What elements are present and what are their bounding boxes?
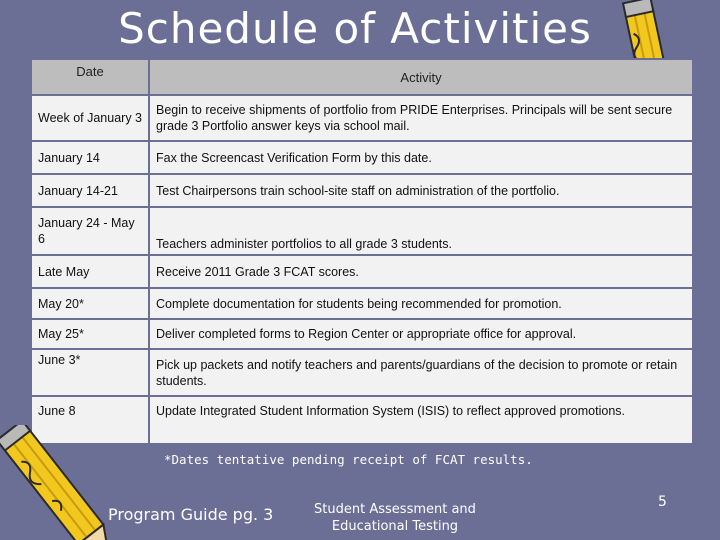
activity-cell: Pick up packets and notify teachers and parents/guardians of the decision to promote or retain students. (149, 349, 693, 396)
department-line-2: Educational Testing (331, 519, 459, 534)
page-title: Schedule of Activities (118, 4, 592, 53)
table-row (31, 141, 693, 174)
table-row (31, 255, 693, 288)
activity-cell: Complete documentation for students being recommended for promotion. (149, 288, 693, 319)
footnote: *Dates tentative pending receipt of FCAT results. (164, 452, 533, 467)
page-number: 5 (658, 494, 667, 510)
table-row (31, 319, 693, 349)
activity-cell: Deliver completed forms to Region Center or appropriate office for approval. (149, 319, 693, 349)
table-row (31, 95, 693, 141)
activity-cell: Begin to receive shipments of portfolio from PRIDE Enterprises. Principals will be sent secure grade 3 Portfolio answer keys via school mail. (149, 95, 693, 141)
date-cell: June 8 (31, 396, 149, 444)
table-row (31, 174, 693, 207)
table-row (31, 207, 693, 255)
department-line-1: Student Assessment and (314, 502, 476, 517)
date-cell: May 20* (31, 288, 149, 319)
activity-cell: Receive 2011 Grade 3 FCAT scores. (149, 255, 693, 288)
date-cell: January 14-21 (31, 174, 149, 207)
activity-cell: Update Integrated Student Information System (ISIS) to reflect approved promotions. (149, 396, 693, 444)
schedule-table (30, 58, 694, 445)
date-column-header: Date (31, 59, 149, 95)
activity-column-header: Activity (149, 59, 693, 95)
date-cell: Week of January 3 (31, 95, 149, 141)
activity-cell: Test Chairpersons train school-site staff on administration of the portfolio. (149, 174, 693, 207)
activity-cell: Fax the Screencast Verification Form by this date. (149, 141, 693, 174)
date-cell: June 3* (31, 349, 149, 396)
activity-cell: Teachers administer portfolios to all grade 3 students. (149, 207, 693, 255)
department-label (300, 501, 490, 535)
program-guide-label: Program Guide pg. 3 (108, 505, 274, 524)
date-cell: January 14 (31, 141, 149, 174)
table-row (31, 349, 693, 396)
date-cell: Late May (31, 255, 149, 288)
table-row (31, 288, 693, 319)
date-cell: January 24 - May 6 (31, 207, 149, 255)
date-cell: May 25* (31, 319, 149, 349)
